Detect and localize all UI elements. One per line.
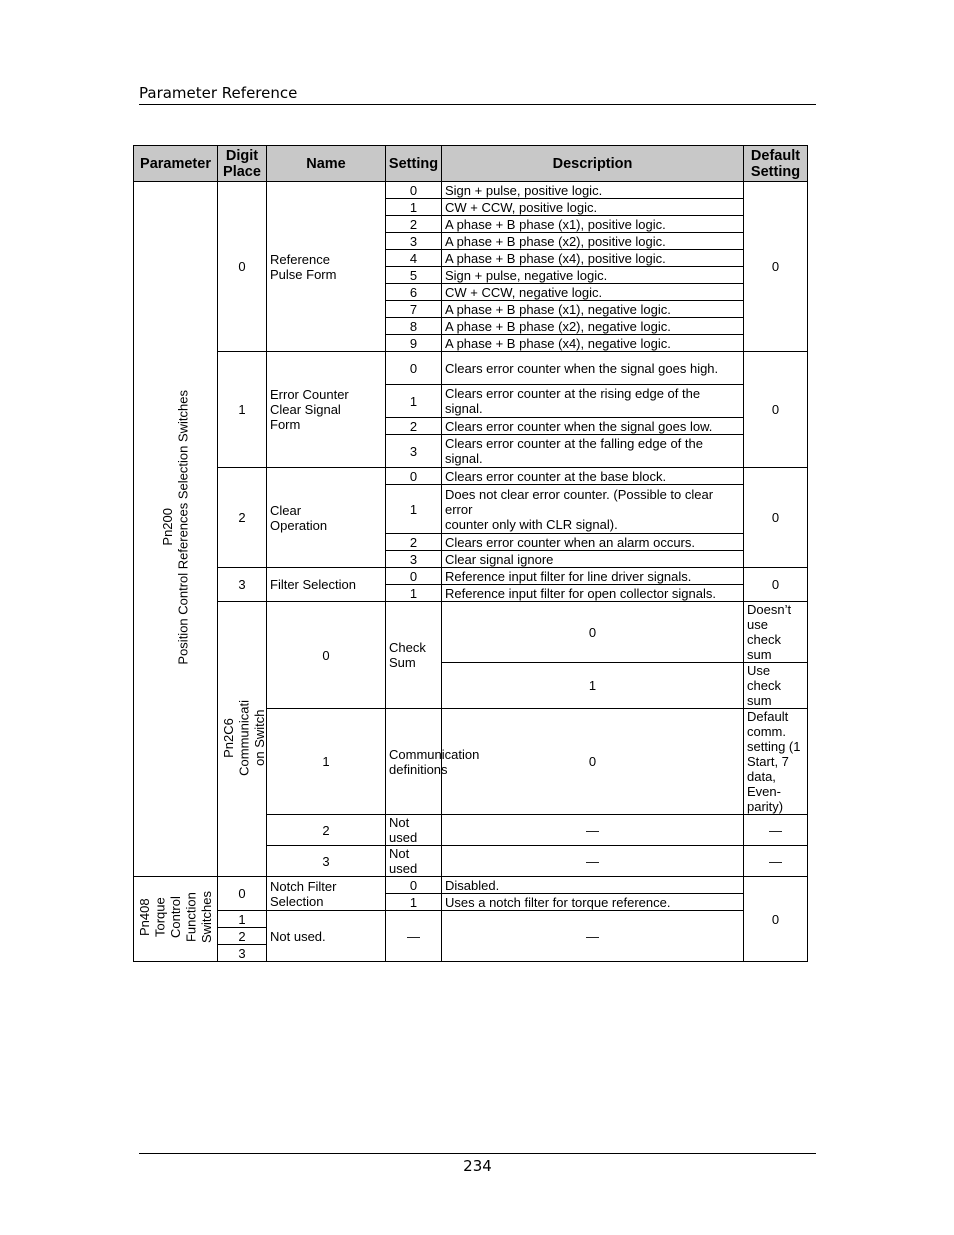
name-cell: Clear Operation [267, 468, 386, 568]
default-cell: 0 [744, 182, 808, 352]
description-cell: Clears error counter when the signal goes low. [442, 418, 744, 435]
setting-cell: 5 [386, 267, 442, 284]
setting-cell: 2 [386, 534, 442, 551]
description-cell: Disabled. [442, 877, 744, 894]
header-setting: Setting [386, 146, 442, 182]
description-cell: Clear signal ignore [442, 551, 744, 568]
setting-cell: — [386, 911, 442, 962]
name-cell: Filter Selection [267, 568, 386, 602]
default-cell: 0 [744, 468, 808, 568]
setting-cell: 2 [386, 216, 442, 233]
digit-cell: 3 [267, 846, 386, 877]
param-pn2c6 [218, 602, 267, 877]
setting-cell: 2 [386, 418, 442, 435]
description-cell: — [442, 911, 744, 962]
digit-cell: 1 [218, 911, 267, 928]
table-row [134, 468, 808, 485]
setting-cell: 0 [442, 709, 744, 815]
setting-cell: 1 [386, 894, 442, 911]
description-cell: Clears error counter at the rising edge of the signal. [442, 385, 744, 418]
description-cell: Does not clear error counter. (Possible to clear error counter only with CLR signal). [442, 485, 744, 534]
table-row [134, 911, 808, 928]
description-cell: Clears error counter when the signal goes high. [442, 352, 744, 385]
table-row [134, 352, 808, 385]
header-parameter: Parameter [134, 146, 218, 182]
table-row [134, 182, 808, 199]
name-cell: Not used [386, 815, 442, 846]
setting-cell: 0 [386, 182, 442, 199]
digit-cell: 2 [218, 468, 267, 568]
description-cell: A phase + B phase (x1), negative logic. [442, 301, 744, 318]
description-cell: Default comm. setting (1 Start, 7 data, Even- parity) [744, 709, 808, 815]
description-cell: — [744, 815, 808, 846]
digit-cell: 1 [267, 709, 386, 815]
name-cell: Reference Pulse Form [267, 182, 386, 352]
setting-cell: 7 [386, 301, 442, 318]
name-cell: Check Sum [386, 602, 442, 709]
setting-cell: 1 [386, 385, 442, 418]
setting-cell: 0 [386, 352, 442, 385]
setting-cell: 8 [386, 318, 442, 335]
table-row [134, 877, 808, 894]
description-cell: A phase + B phase (x2), negative logic. [442, 318, 744, 335]
description-cell: CW + CCW, negative logic. [442, 284, 744, 301]
digit-cell: 0 [218, 182, 267, 352]
setting-cell: 0 [386, 877, 442, 894]
description-cell: Clears error counter when an alarm occurs. [442, 534, 744, 551]
parameter-table [133, 145, 808, 962]
param-pn408 [134, 877, 218, 962]
setting-cell: 1 [442, 663, 744, 709]
description-cell: Doesn’t use check sum [744, 602, 808, 663]
digit-cell: 0 [218, 877, 267, 911]
name-cell: Error Counter Clear Signal Form [267, 352, 386, 468]
name-cell: Notch Filter Selection [267, 877, 386, 911]
name-cell: Not used. [267, 911, 386, 962]
setting-cell: 3 [386, 435, 442, 468]
setting-cell: 3 [386, 233, 442, 250]
header-digit-place: Digit Place [218, 146, 267, 182]
setting-cell: 1 [386, 199, 442, 216]
description-cell: Sign + pulse, positive logic. [442, 182, 744, 199]
digit-cell: 1 [218, 352, 267, 468]
setting-cell: 4 [386, 250, 442, 267]
setting-cell: 9 [386, 335, 442, 352]
digit-cell: 2 [267, 815, 386, 846]
table-row [134, 602, 808, 663]
param-pn200 [134, 182, 218, 877]
description-cell: A phase + B phase (x1), positive logic. [442, 216, 744, 233]
default-cell: 0 [744, 568, 808, 602]
digit-cell: 3 [218, 568, 267, 602]
param-label: Pn200 Position Control References Selection Switches [160, 390, 191, 665]
setting-cell: 3 [386, 551, 442, 568]
description-cell: A phase + B phase (x4), negative logic. [442, 335, 744, 352]
description-cell: — [744, 846, 808, 877]
description-cell: Use check sum [744, 663, 808, 709]
setting-cell: 6 [386, 284, 442, 301]
param-label: Pn408 Torque Control Function Switches [137, 891, 214, 944]
param-label: Pn2C6 Communicati on Switch [221, 699, 267, 776]
default-cell: 0 [744, 877, 808, 962]
setting-cell: — [442, 815, 744, 846]
default-cell: 0 [744, 352, 808, 468]
table-row [134, 568, 808, 585]
name-cell: Not used [386, 846, 442, 877]
header-name: Name [267, 146, 386, 182]
setting-cell: 0 [442, 602, 744, 663]
description-cell: Sign + pulse, negative logic. [442, 267, 744, 284]
header-default-setting: Default Setting [744, 146, 808, 182]
setting-cell: 0 [386, 568, 442, 585]
setting-cell: 1 [386, 485, 442, 534]
setting-cell: 1 [386, 585, 442, 602]
page-number: 234 [139, 1153, 816, 1175]
description-cell: Reference input filter for line driver signals. [442, 568, 744, 585]
description-cell: Uses a notch filter for torque reference. [442, 894, 744, 911]
description-cell: CW + CCW, positive logic. [442, 199, 744, 216]
page-header: Parameter Reference [139, 84, 816, 105]
digit-cell: 2 [218, 928, 267, 945]
name-cell: Communication definitions [386, 709, 442, 815]
header-description: Description [442, 146, 744, 182]
description-cell: Reference input filter for open collector signals. [442, 585, 744, 602]
description-cell: Clears error counter at the falling edge of the signal. [442, 435, 744, 468]
description-cell: A phase + B phase (x4), positive logic. [442, 250, 744, 267]
digit-cell: 3 [218, 945, 267, 962]
setting-cell: — [442, 846, 744, 877]
description-cell: Clears error counter at the base block. [442, 468, 744, 485]
setting-cell: 0 [386, 468, 442, 485]
description-cell: A phase + B phase (x2), positive logic. [442, 233, 744, 250]
digit-cell: 0 [267, 602, 386, 709]
header-row [134, 146, 808, 182]
